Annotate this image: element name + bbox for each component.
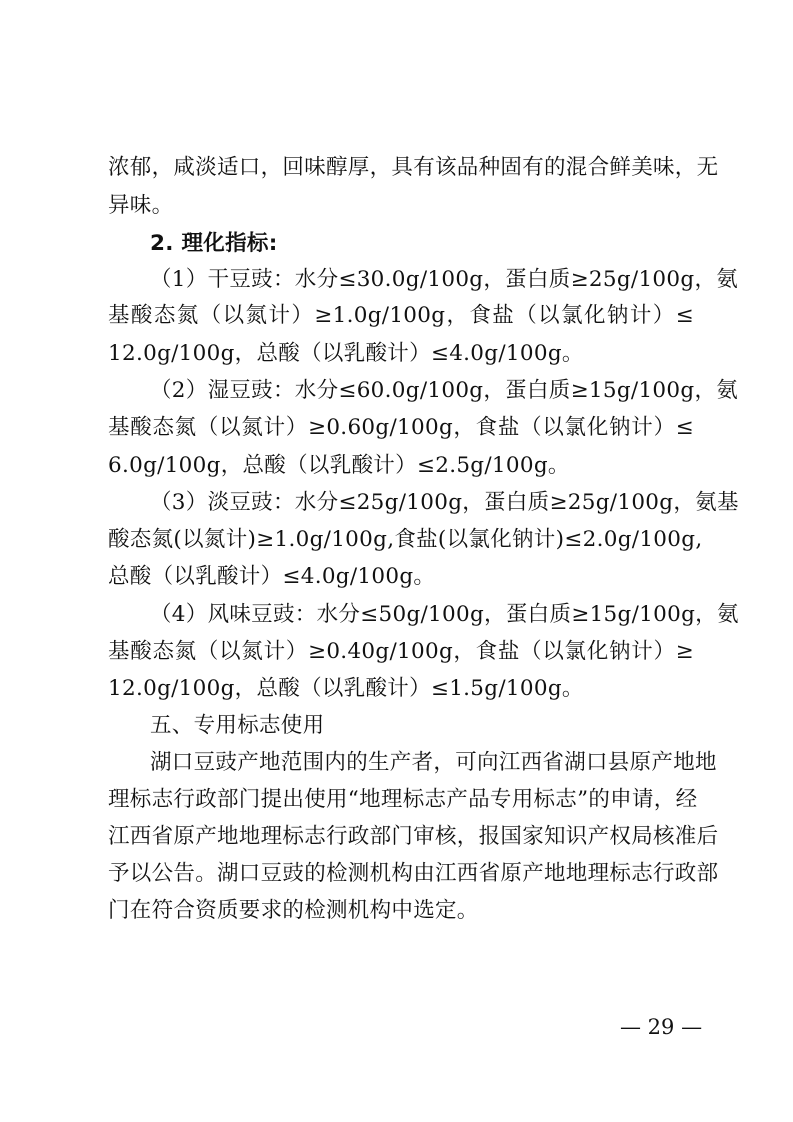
- label-para-line-3: 江西省原产地地理标志行政部门审核，报国家知识产权局核准后: [108, 824, 719, 849]
- intro-line-1: 浓郁，咸淡适口，回味醇厚，具有该品种固有的混合鲜美味，无: [108, 155, 719, 180]
- item-4-line-3: 12.0g/100g，总酸（以乳酸计）≤1.5g/100g。: [108, 676, 584, 701]
- item-3-line-3: 总酸（以乳酸计）≤4.0g/100g。: [108, 564, 436, 589]
- label-para-line-4: 予以公告。湖口豆豉的检测机构由江西省原产地地理标志行政部: [108, 861, 719, 886]
- item-3-line-2: 酸态氮(以氮计)≥1.0g/100g,食盐(以氯化钠计)≤2.0g/100g,: [108, 527, 703, 552]
- item-4-line-1: （4）风味豆豉：水分≤50g/100g，蛋白质≥15g/100g，氨: [150, 602, 739, 627]
- item-2-line-1: （2）湿豆豉：水分≤60.0g/100g，蛋白质≥15g/100g，氨: [150, 378, 739, 403]
- item-2-line-3: 6.0g/100g，总酸（以乳酸计）≤2.5g/100g。: [108, 453, 570, 478]
- item-1-line-3: 12.0g/100g，总酸（以乳酸计）≤4.0g/100g。: [108, 341, 584, 366]
- item-4-line-2: 基酸态氮（以氮计）≥0.40g/100g，食盐（以氯化钠计）≥: [108, 639, 694, 664]
- item-3-line-1: （3）淡豆豉：水分≤25g/100g，蛋白质≥25g/100g，氨基: [150, 490, 739, 515]
- label-para-line-5: 门在符合资质要求的检测机构中选定。: [108, 898, 479, 923]
- intro-line-2: 异味。: [108, 193, 174, 218]
- item-1-line-2: 基酸态氮（以氮计）≥1.0g/100g，食盐（以氯化钠计）≤: [108, 303, 694, 328]
- page-number: — 29 —: [620, 1015, 703, 1039]
- label-para-line-1: 湖口豆豉产地范围内的生产者，可向江西省湖口县原产地地: [150, 750, 717, 775]
- item-1-line-1: （1）干豆豉：水分≤30.0g/100g，蛋白质≥25g/100g，氨: [150, 267, 739, 292]
- physchem-heading: 2. 理化指标:: [150, 231, 278, 256]
- label-para-line-2: 理标志行政部门提出使用“地理标志产品专用标志”的申请，经: [108, 787, 698, 812]
- label-usage-heading: 五、专用标志使用: [150, 713, 325, 738]
- item-2-line-2: 基酸态氮（以氮计）≥0.60g/100g，食盐（以氯化钠计）≤: [108, 415, 694, 440]
